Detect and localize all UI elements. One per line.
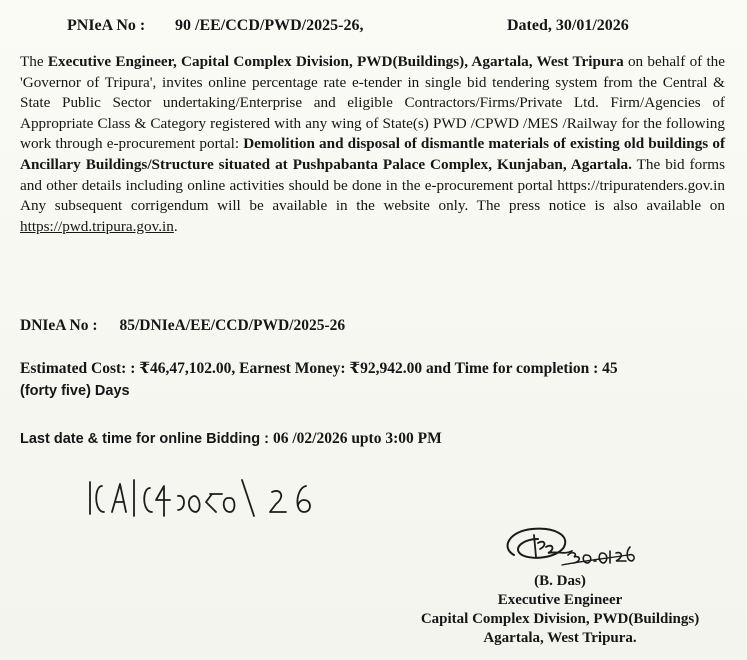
handwritten-reference-strokes (90, 480, 310, 516)
signatory-designation: Executive Engineer (497, 592, 623, 608)
body-text-intro: The (20, 53, 48, 70)
earnest-money-label: Earnest Money: (235, 360, 350, 377)
bidding-deadline (20, 430, 442, 448)
bidding-deadline-label: Last date & time for online Bidding : (20, 431, 273, 447)
dniea-number: 85/DNIeA/EE/CCD/PWD/2025-26 (119, 317, 346, 334)
notice-date: Dated, 30/01/2026 (507, 17, 629, 34)
signatory-place: Agartala, West Tripura. (483, 630, 637, 646)
earnest-money-value: ₹92,942.00 (349, 360, 423, 377)
dniea-line (20, 317, 345, 335)
body-text-portal: The bid forms and other details including online activities should be done in the e-procurement portal https://tripuratenders.gov.in Any subsequent corrigendum will be available in the website only. The press notice is also available on (20, 155, 725, 215)
signatory-name: (B. Das) (534, 573, 586, 589)
signatory-office: Capital Complex Division, PWD(Buildings) (420, 611, 700, 627)
pniea-number: 90 /EE/CCD/PWD/2025-26, (175, 17, 364, 34)
signature-scribble (492, 525, 642, 573)
issuing-authority: Executive Engineer, Capital Complex Division, PWD(Buildings), Agartala, West Tripura (47, 53, 624, 70)
body-text-invitation: on behalf of the 'Governor of Tripura', invites online percentage rate e-tender in single bid tendering system from the Central & State Public Sector undertaking/Enterprise and eligible Contractors/Firms/Private Ltd. Firm/Agencies of Appropriate Class & Category registered with any wing of State(s) PWD /CPWD /MES /Railway for the following work through e-procurement portal: (20, 53, 726, 153)
signature-initials (534, 535, 572, 557)
notice-header (67, 17, 667, 39)
completion-time-label: and Time for completion : 45 (422, 360, 618, 377)
work-description: Demolition and disposal of dismantle materials of existing old buildings of Ancillary Buildings/Structure situated at Pushpabanta Palace Complex, Kunjaban, Agartala. (20, 135, 726, 173)
dniea-label: DNIeA No : (20, 317, 98, 334)
body-text-end: . (173, 217, 178, 235)
cost-details (20, 358, 732, 402)
bidding-deadline-value: 06 /02/2026 upto 3:00 PM (272, 430, 442, 447)
pniea-label: PNIeA No : (67, 17, 146, 34)
handwritten-reference-number (82, 472, 322, 522)
signature-block (385, 572, 735, 648)
notice-body-paragraph (20, 52, 725, 237)
completion-time-value: (forty five) Days (20, 383, 130, 399)
press-notice-website-link[interactable]: https://pwd.tripura.gov.in (20, 217, 174, 235)
estimated-cost-label: Estimated Cost: : (20, 360, 140, 377)
estimated-cost-value: ₹46,47,102.00, (139, 360, 236, 377)
